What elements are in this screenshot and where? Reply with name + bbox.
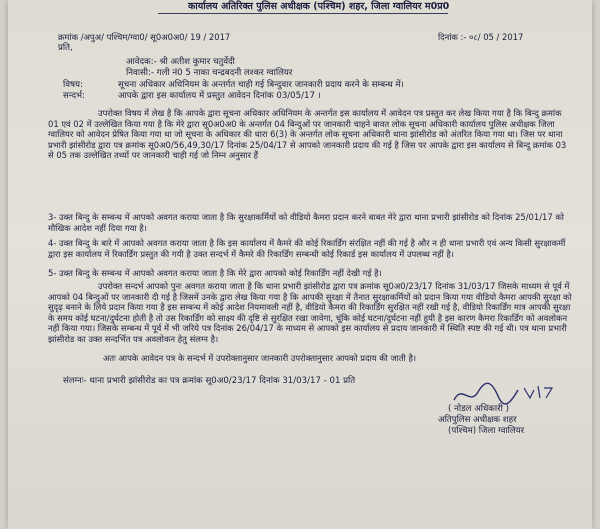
addressee-address: निवासी:- गली नं0 5 नाका चन्द्रबदनी लश्कर ग्वालियर xyxy=(126,68,293,78)
office-heading: कार्यालय अतिरिक्त पुलिस अधीक्षक (पश्चिम) शहर, जिला ग्वालियर म0प्र0 xyxy=(188,1,450,12)
letter-date: दिनांक :- ०८/ 05 / 2017 xyxy=(438,32,524,42)
body-point-3: 3- उक्त बिन्दु के सम्बन्ध में आपको अवगत कराया जाता है कि सुरक्षाकर्मियों को वीडियो कैमरा प्रदान करने बाबत मेरे द्वारा थाना प्रभारी झांसीरोड को दिनांक 25/01/17 को मौखिक आदेश नहीं दिया गया है। xyxy=(48,212,564,233)
signatory-title: अतिपुलिस अधीक्षक शहर xyxy=(438,415,517,425)
body-point-5: 5- उक्त बिन्दु के सम्बन्ध में आपको अवगत कराया जाता है कि मेरे द्वारा आपको कोई रिकार्डिंग नहीं देखी गई है। xyxy=(48,268,382,278)
body-paragraph-conclusion: अतः आपके आवेदन पत्र के सन्दर्भ में उपरोक्तानुसार जानकारी उपरोक्तानुसार आपको प्रदाय की जाती है। xyxy=(103,353,417,363)
reference-label: सन्दर्भ: xyxy=(63,91,85,101)
signatory-stamp: ( नोडल अधिकारी ) xyxy=(448,404,509,414)
heading-underline xyxy=(158,13,448,14)
signatory-district: (पश्चिम) जिला ग्वालियर xyxy=(448,426,525,436)
enclosure-line: संलग्नः- थाना प्रभारी झांसीरोड का पत्र क्रमांक सू0अ0/23/17 दिनांक 31/03/17 - 01 प्रति xyxy=(63,376,356,386)
reference-number: क्रमांक /अपुअ/ पश्चिम/ग्वा0/ सू0अ0अ0/ 19 / 2017 xyxy=(58,32,231,42)
body-paragraph-context: उपरोक्त सन्दर्भ आपको पुनः अवगत कराया जाता है कि थाना प्रभारी झांसीरोड द्वारा पत्र क्रमांक सू0अ0/23/17 दिनांक 31/03/17 जिसके माध्यम से पूर्व में आपको 04 बिन्दुओं पर जानकारी दी गई है जिसमें उनके द्वारा लेख किया गया है कि आपकी सुरक्षा में तैनात सुरक्षाकर्मियों को प्रदान किया गया वीडियो कैमरा आपकी सुरक्षा को सुदृढ़ बनाने के लिये प्रदान किया गया है इस सम्बन्ध में कोई आदेश नियमावली नहीं है, वीडियो कैमरा की रिकार्डिंग सुरक्षित नहीं रखी गई है, वीडियो रिकार्डिंग मात्र आपकी सुरक्षा के समय कोई घटना/दुर्घटना होती है तो उस रिकार्डिंग को साक्ष्य की दृष्टि से सुरक्षित रखा जावेगा, चूंकि कोई घटना/दुर्घटना नहीं हुयी है इस कारण कैमरा रिकार्डिंग को अवलोकन नहीं किया गया। जिसके सम्बन्ध में पूर्व में भी जरिये पत्र दिनांक 26/04/17 के माध्यम से आपको इस कार्यालय से प्रदाय जानकारी में स्थिति स्पष्ट की गई थी। पत्र थाना प्रभारी झांसीरोड का उक्त सन्दर्भित पत्र अवलोकन हेतु संलग्न है। xyxy=(48,281,572,344)
body-paragraph-intro: उपरोक्त विषय में लेख है कि आपके द्वारा सूचना अधिकार अधिनियम के अन्तर्गत इस कार्यालय में आवेदन पत्र प्रस्तुत कर लेख किया गया है कि बिन्दु क्रमांक 01 एवं 02 में उल्लेखित किया गया है कि मेरे द्वारा सू0अ0अ0 के अन्तर्गत 04 बिन्दुओं पर जानकारी चाहने बावत लोक सूचना अधिकारी कार्यालय पुलिस अधीक्षक जिला ग्वालियर को आवेदन प्रेषित किया गया था जो सूचना के अधिकार की धारा 6(3) के अन्तर्गत लोक सूचना अधिकारी थाना झांसीरोड को अंतरित किया गया था। जिस पर थाना प्रभारी झांसीरोड द्वारा पत्र क्रमांक सू0अ0/56,49,30/17 दिनांक 25/04/17 से आपको जानकारी प्रदाय की गई है जिस पर आपके द्वारा इस कार्यालय से बिन्दु क्रमांक 03 से 05 तक उल्लेखित तथ्यों पर जानकारी चाही गई जो निम्न अनुसार हैं xyxy=(48,108,567,161)
letter-page xyxy=(8,0,592,529)
reference-text: आपके द्वारा इस कार्यालय में प्रस्तुत आवेदन दिनांक 03/05/17 । xyxy=(118,91,321,101)
subject-text: सूचना अधिकार अधिनियम के अन्तर्गत चाही गई बिन्दुवार जानकारी प्रदाय करने के सम्बन्ध में। xyxy=(118,80,404,90)
subject-label: विषय: xyxy=(63,80,83,90)
body-point-4: 4- उक्त बिन्दु के बारे में आपको अवगत कराया जाता है कि इस कार्यालय में कैमरे की कोई रिकार्डिंग संरक्षित नहीं की गई है और न ही थाना प्रभारी एवं अन्य किसी सुरक्षाकर्मी द्वारा इस कार्यालय में रिकार्डिंग प्रस्तुत की गयी है उक्त सन्दर्भ में कैमरे की रिकार्डिंग सम्बन्धी कोई रिकार्ड इस कार्यालय में उपलब्ध नहीं है। xyxy=(48,238,566,259)
addressee-name: आवेदक:- श्री अतीश कुमार चतुर्वेदी xyxy=(126,57,235,67)
to-label: प्रति, xyxy=(58,43,73,53)
